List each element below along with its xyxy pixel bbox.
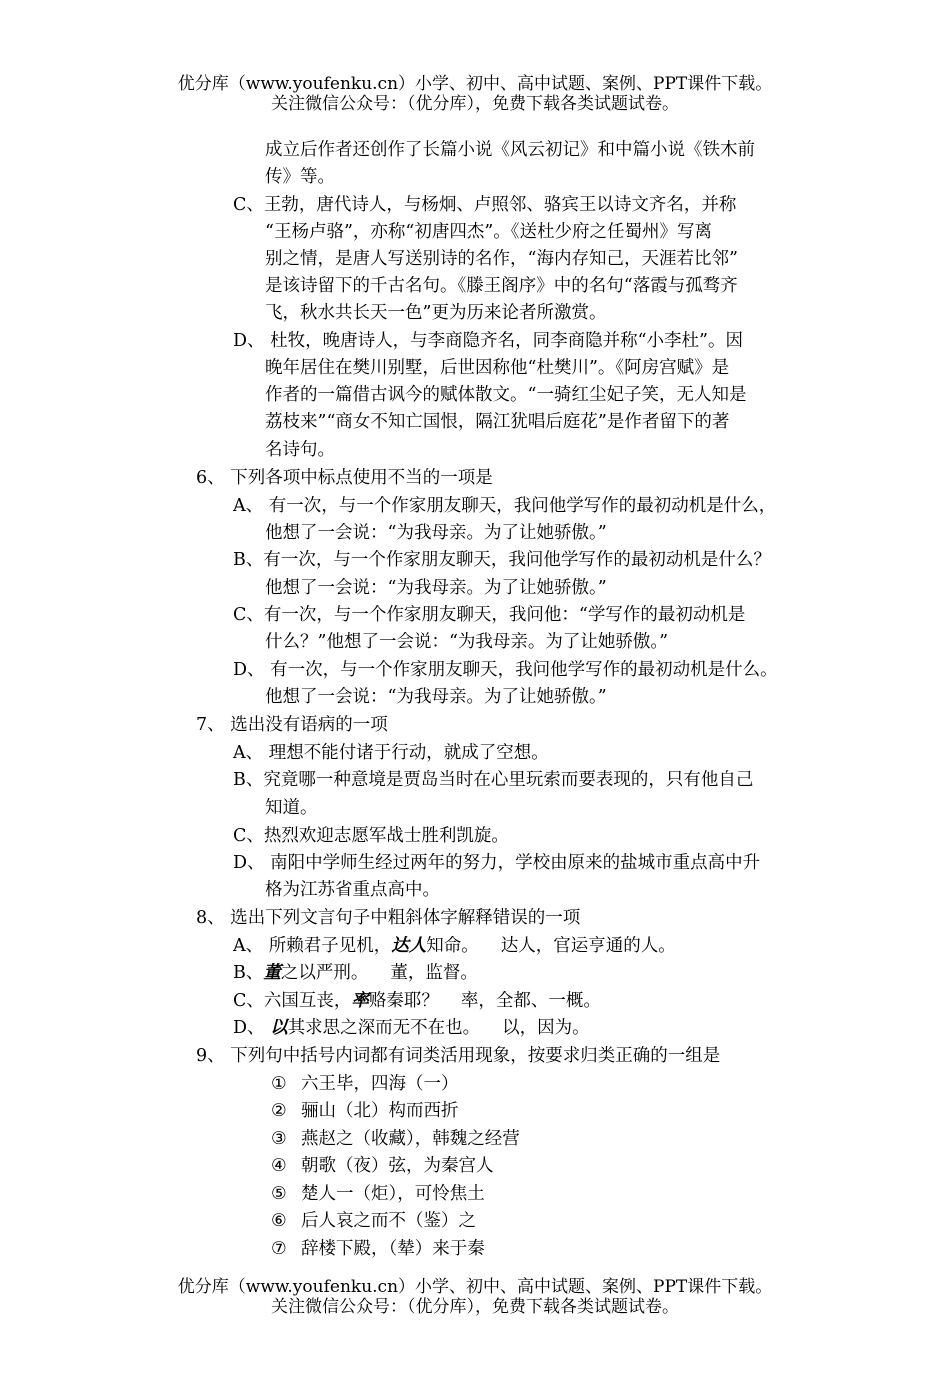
q9-item-text: 后人哀之而不（鉴）之 (301, 1211, 476, 1231)
q9-item-number: ⑦ (271, 1239, 287, 1259)
q6-option-a-line: 他想了一会说：“为我母亲。为了让她骄傲。” (265, 523, 607, 543)
q5-option-d: D、 杜牧，晚唐诗人，与李商隐齐名，同李商隐并称“小李杜”。因 (233, 331, 743, 351)
q9-item (271, 1099, 459, 1123)
page-footer (0, 1277, 950, 1317)
q7-stem: 7、 选出没有语病的一项 (196, 715, 388, 735)
q9-item-number: ④ (271, 1156, 287, 1176)
q8-option-c-prefix: C、六国互丧， (233, 991, 352, 1011)
page-header (0, 74, 950, 114)
q8-option-d-suffix: 其求思之深而无不在也。 (287, 1018, 481, 1038)
q9-item-text: 朝歌（夜）弦，为秦宫人 (301, 1156, 494, 1176)
q6-stem: 6、 下列各项中标点使用不当的一项是 (196, 468, 493, 488)
q8-option-c-keyword: 率 (351, 991, 369, 1011)
q5-option-c: C、王勃，唐代诗人，与杨炯、卢照邻、骆宾王以诗文齐名，并称 (233, 195, 737, 215)
q6-option-c-line: 什么？”他想了一会说：“为我母亲。为了让她骄傲。” (265, 632, 669, 652)
q5-option-c-line: 是该诗留下的千古名句。《滕王阁序》中的名句“落霞与孤骛齐 (265, 276, 738, 296)
q8-option-b-explanation: 董，监督。 (390, 963, 478, 983)
q8-option-d-keyword: 以 (270, 1018, 288, 1038)
q8-option-b-keyword: 董 (263, 963, 281, 983)
q9-item (271, 1237, 485, 1261)
q9-item-number: ③ (271, 1129, 287, 1149)
header-line-2: 关注微信公众号：（优分库），免费下载各类试题试卷。 (271, 94, 679, 114)
q9-item-number: ① (271, 1074, 287, 1094)
q9-stem: 9、 下列句中括号内词都有词类活用现象，按要求归类正确的一组是 (196, 1046, 721, 1066)
q5-option-d-line: 荔枝来”“商女不知亡国恨，隔江犹唱后庭花”是作者留下的著 (265, 412, 730, 432)
q8-option-a-keyword: 达人 (391, 936, 427, 956)
q8-option-a-suffix: 知命。 (426, 936, 479, 956)
q9-item (271, 1072, 459, 1096)
q5-option-d-line: 名诗句。 (265, 440, 335, 460)
q8-option-d (233, 1016, 590, 1040)
q6-option-a: A、 有一次，与一个作家朋友聊天，我问他学写作的最初动机是什么， (233, 496, 777, 516)
q8-option-c-explanation: 率，全都、一概。 (460, 991, 601, 1011)
q5-continuation-line: 成立后作者还创作了长篇小说《风云初记》和中篇小说《铁木前 (265, 140, 755, 160)
q6-option-b: B、有一次，与一个作家朋友聊天，我问他学写作的最初动机是什么？ (233, 550, 771, 570)
q8-option-c-suffix: 赂秦耶？ (368, 991, 439, 1011)
q9-item (271, 1182, 485, 1206)
q9-item (271, 1209, 476, 1233)
q9-item-text: 辞楼下殿，（辇）来于秦 (301, 1239, 485, 1259)
q6-option-d-line: 他想了一会说：“为我母亲。为了让她骄傲。” (265, 687, 607, 707)
footer-line-2: 关注微信公众号：（优分库），免费下载各类试题试卷。 (271, 1297, 679, 1317)
q9-item-number: ⑥ (271, 1211, 287, 1231)
q9-item-number: ② (271, 1101, 287, 1121)
q6-option-b-line: 他想了一会说：“为我母亲。为了让她骄傲。” (265, 578, 607, 598)
q5-continuation-line: 传》等。 (265, 167, 335, 187)
q9-item-text: 骊山（北）构而西折 (301, 1101, 459, 1121)
q7-option-a: A、 理想不能付诸于行动，就成了空想。 (233, 743, 549, 763)
q7-option-c: C、热烈欢迎志愿军战士胜利凯旋。 (233, 826, 509, 846)
q8-option-d-explanation: 以，因为。 (502, 1018, 590, 1038)
q6-option-c: C、有一次，与一个作家朋友聊天，我问他：“学写作的最初动机是 (233, 605, 746, 625)
q5-option-c-line: “王杨卢骆”，亦称“初唐四杰”。《送杜少府之任蜀州》写离 (265, 222, 713, 242)
q9-item (271, 1127, 520, 1151)
q9-item-text: 燕赵之（收藏），韩魏之经营 (301, 1129, 520, 1149)
q7-option-b: B、究竟哪一种意境是贾岛当时在心里玩索而要表现的，只有他自己 (233, 770, 754, 790)
q8-option-b-prefix: B、 (233, 963, 264, 983)
q9-item-text: 六王毕，四海（一） (301, 1074, 459, 1094)
footer-line-1: 优分库（www.youfenku.cn）小学、初中、高中试题、案例、PPT课件下载。 (177, 1277, 773, 1297)
q9-item-number: ⑤ (271, 1184, 287, 1204)
q5-option-d-line: 作者的一篇借古讽今的赋体散文。“一骑红尘妃子笑，无人知是 (265, 385, 747, 405)
q7-option-b-line: 知道。 (265, 798, 318, 818)
header-line-1: 优分库（www.youfenku.cn）小学、初中、高中试题、案例、PPT课件下载。 (177, 74, 773, 94)
q8-option-b (233, 961, 478, 985)
q5-option-d-line: 晚年居住在樊川别墅，后世因称他“杜樊川”。《阿房宫赋》是 (265, 358, 730, 378)
q6-option-d: D、 有一次，与一个作家朋友聊天，我问他学写作的最初动机是什么。 (233, 660, 778, 680)
q8-stem: 8、 选出下列文言句子中粗斜体字解释错误的一项 (196, 908, 581, 928)
q8-option-c (233, 989, 601, 1013)
q8-option-a-prefix: A、 所赖君子见机， (233, 936, 392, 956)
q8-option-b-suffix: 之以严刑。 (280, 963, 369, 983)
q8-option-d-prefix: D、 (233, 1018, 271, 1038)
q8-option-a (233, 934, 676, 958)
q8-option-a-explanation: 达人，官运亨通的人。 (500, 936, 676, 956)
q5-option-c-line: 飞，秋水共长天一色”更为历来论者所激赏。 (265, 303, 607, 323)
q7-option-d: D、 南阳中学师生经过两年的努力，学校由原来的盐城市重点高中升 (233, 853, 761, 873)
q9-item (271, 1154, 494, 1178)
q9-item-text: 楚人一（炬），可怜焦土 (301, 1184, 485, 1204)
q7-option-d-line: 格为江苏省重点高中。 (265, 880, 440, 900)
q5-option-c-line: 别之情，是唐人写送别诗的名作，“海内存知己，天涯若比邻” (265, 249, 738, 269)
